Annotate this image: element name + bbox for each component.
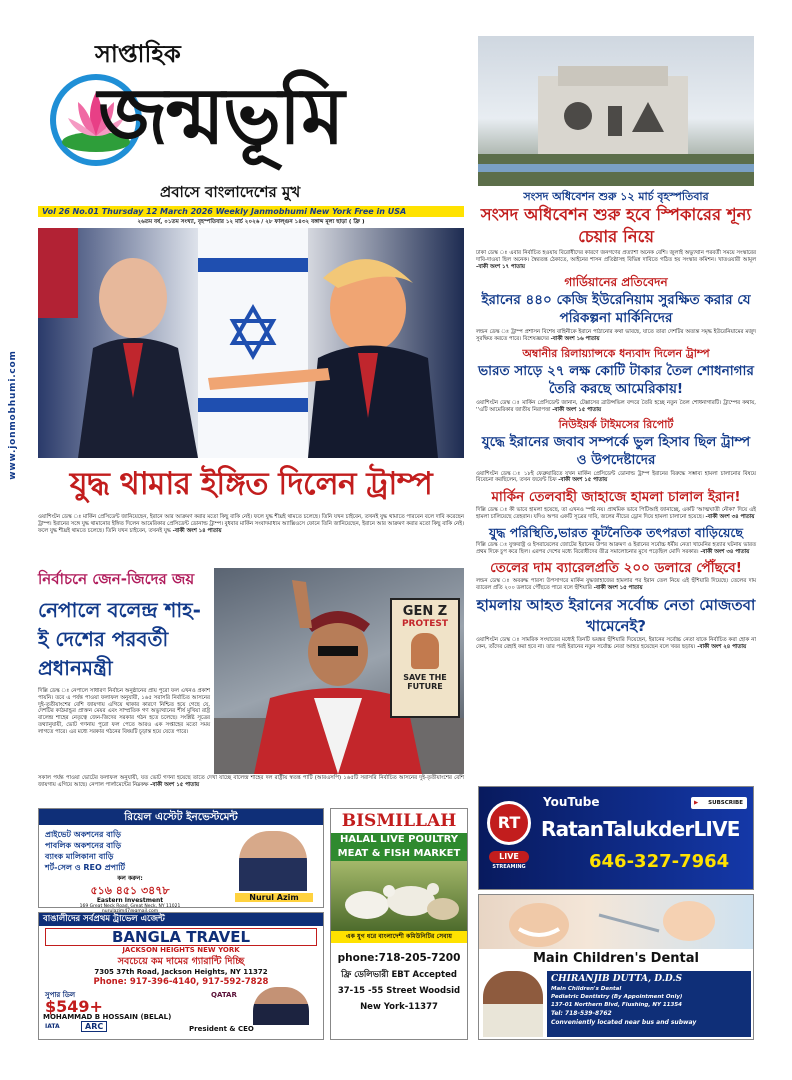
bismillah-line2: MEAT & FISH MARKET: [337, 848, 461, 859]
s8-body: [476, 637, 756, 651]
lead-body-text: ওয়াশিংটন ডেস্ক ঃ মার্কিন প্রেসিডেন্ট জানিয়েছেন, ইরানে আর আক্রমণ করার মতো কিছু বাকি নেই। ফলে যুদ্ধ শীঘ্রই থামতে চলেছে। তিনি যখন চাইবেন, তখনই যুদ্ধ থামাতে পারবেন বলে দাবি করেছেন ট্রাম্প। ইরানের সঙ্গে যুদ্ধ থামানোর ইঙ্গিত দিলেন আমেরিকার প্রেসিডেন্ট ডোনাল্ড ট্রাম্প। বুধবার মার্কিন সংবাদমাধ্যম অ্যাক্সিওসে ফোনে তিনি জানিয়েছেন, ইরানে আর আক্রমণ করার মতো কিছু বাকি নেই। ফলে যুদ্ধ শীঘ্রই থামতে চলেছে। তিনি যখন চাইবেন, তখনই যুদ্ধ: [38, 514, 464, 534]
s3-headline[interactable]: ভারত সাড়ে ২৭ লক্ষ কোটি টাকার তৈল শোধনাগার তৈরি করছে আমেরিকায়!: [478, 362, 754, 397]
sign-line4: FUTURE: [407, 682, 443, 691]
realestate-person-photo: [239, 831, 307, 891]
realestate-title: রিয়েল এস্টেট ইনভেস্টমেন্ট: [39, 809, 323, 825]
nepal-headline-line3: প্রধানমন্ত্রী: [38, 656, 113, 680]
s7-body-text: লন্ডন ডেস্ক ঃ অবরুদ্ধ পারস্য উপসাগরে মার্কিন যুদ্ধজাহাজের হামলার পর ইরান তেল নিয়ে এই হুঁশিয়ারি দিয়েছে। তেলের দাম ব্যারেল প্রতি ২০০ ডলারে পৌঁছতে পারে বলে হুঁশিয়ারি: [476, 578, 756, 592]
lead-body: [38, 514, 464, 534]
subscribe-button[interactable]: [691, 797, 747, 809]
s3-more[interactable]: -বাকী অংশ ১৫ পাতায়: [552, 406, 602, 413]
travel-sub: JACKSON HEIGHTS NEW YORK: [122, 946, 240, 954]
realestate-item3: ব্যাংক মালিকানা বাড়ি: [45, 852, 114, 861]
lead-more[interactable]: -বাকী অংশ ১৪ পাতায়: [172, 527, 222, 534]
s8-more[interactable]: -বাকী অংশ ২৪ পাতায়: [697, 643, 747, 650]
travel-arc: ARC: [81, 1021, 107, 1032]
ad-bangla-travel[interactable]: [38, 912, 324, 1040]
s2-more[interactable]: -বাকী অংশ ১৬ পাতায়: [550, 336, 600, 343]
live-label: LIVE: [489, 851, 529, 863]
dental-doctor: CHIRANJIB DUTTA, D.D.S: [551, 974, 682, 984]
s5-body: [476, 507, 756, 521]
s7-body: [476, 578, 756, 592]
nepal-headline[interactable]: [38, 596, 208, 683]
travel-price: $549+: [45, 997, 103, 1016]
ad-main-childrens-dental[interactable]: [478, 894, 754, 1040]
youtube-logo: YouTube: [543, 795, 600, 809]
realestate-person-name: Nurul Azim: [235, 893, 313, 902]
bismillah-address2: New York-11377: [360, 1002, 438, 1012]
subscribe-icon: ▶: [694, 800, 699, 806]
s1-headline[interactable]: সংসদ অধিবেশন শুরু হবে স্পিকারের শূন্য চেয়ার নিয়ে: [480, 205, 752, 246]
dental-photo: [479, 895, 753, 949]
s2-body: [476, 329, 756, 343]
travel-owner: MOHAMMAD B HOSSAIN (BELAL): [43, 1013, 172, 1021]
ad-ratan-talukder-live[interactable]: [478, 786, 754, 890]
s4-body-text: ওয়াশিংটন ডেস্ক ঃ ১৮ই ফেব্রুয়ারিতে যখন মার্কিন প্রেসিডেন্ট ডোনাল্ড ট্রাম্প ইরানের বিরুদ্ধে সম্ভাব্য হামলা চালানোর বিষয়ে বিবেচনা করছিলেন, তখন জয়েন্ট চিফ: [476, 470, 756, 484]
realestate-item2: পাবলিক অকশনের বাড়ি: [45, 841, 122, 850]
dateline-en: Vol 26 No.01 Thursday 12 March 2026 Weekly Janmobhumi New York Free in USA: [42, 207, 407, 216]
subscribe-label: SUBSCRIBE: [708, 800, 743, 806]
s1-more[interactable]: -বাকী অংশ ১৭ পাতায়: [476, 263, 525, 270]
dental-note: Conveniently located near bus and subway: [551, 1019, 697, 1026]
s6-more[interactable]: -বাকী অংশ ৩৪ পাতায়: [700, 548, 750, 555]
nepal-more[interactable]: -বাকী অংশ ১৫ পাতায়: [150, 781, 200, 788]
genz-protest-sign: [390, 598, 460, 718]
s4-body: [476, 471, 756, 485]
s1-kicker: সংসদ অধিবেশন শুরু ১২ মার্চ বৃহস্পতিবার: [523, 190, 709, 203]
travel-airline: QATAR: [211, 991, 237, 999]
s5-headline[interactable]: মার্কিন তেলবাহী জাহাজে হামলা চালাল ইরান!: [491, 489, 741, 506]
sign-figure: [411, 633, 439, 669]
ad-real-estate[interactable]: [38, 808, 324, 908]
s3-body-text: ওয়াশিংটন ডেস্ক ঃ মার্কিন প্রেসিডেন্ট জানান, টেক্সাসের ব্রাউন্সভিল বন্দরে তৈরি হচ্ছে নতুন তৈল শোধনাগারটি। ট্রাম্পের কথায়, ''এটি আমেরিকার জাতীয় নিরাপত্তা: [476, 399, 756, 413]
masthead-tagline: প্রবাসে বাংলাদেশের মুখ: [160, 183, 301, 201]
s4-headline[interactable]: যুদ্ধে ইরানের জবাব সম্পর্কে ভুল হিসাব ছিল ট্রাম্প ও উপদেষ্টাদের: [481, 433, 751, 468]
realestate-list: [45, 829, 215, 914]
bismillah-photo: [331, 861, 467, 931]
rt-logo-text: RT: [497, 813, 521, 832]
dental-line3: 137-01 Northern Blvd, Flushing, NY 11354: [551, 1002, 682, 1008]
bismillah-line1: HALAL LIVE POULTRY: [339, 834, 459, 845]
youtube-channel: RatanTalukderLIVE: [541, 817, 740, 841]
bismillah-address1: 37-15 -55 Street Woodsid: [337, 986, 461, 996]
bismillah-phone: phone:718-205-7200: [337, 952, 461, 964]
realestate-item4: শর্ট-সেল ও REO প্রপার্টি: [45, 863, 125, 872]
realestate-item1: প্রাইভেট অকশনের বাড়ি: [45, 830, 121, 839]
sign-line3: SAVE THE: [403, 673, 447, 682]
lead-photo-netanyahu-trump: [38, 228, 464, 458]
nepal-kicker: নির্বাচনে জেন-জিদের জয়: [38, 570, 195, 588]
travel-iata: IATA: [45, 1023, 60, 1030]
s5-body-text: দিল্লি ডেস্ক ঃ কী ভাবে হামলা হয়েছে, তা এখনও স্পষ্ট নয়। প্রাথমিক ভাবে পিটিআই জানাচ্ছে, একটি 'আত্মঘাতী নৌকা' দিয়ে এই হামলা চালিয়েছে তেহরান। যদিও অপর একটি সূত্রের দাবি, জলের নীচের ড্রোন দিয়ে হামলা চালানো হয়েছে।: [476, 507, 756, 520]
s3-body: [476, 400, 756, 414]
s4-kicker: নিউইয়র্ক টাইমসের রিপোর্ট: [558, 417, 674, 431]
realestate-contact-label: কল করুন:: [117, 875, 143, 882]
dental-info: [547, 971, 751, 1037]
s5-more[interactable]: -বাকী অংশ ৩৪ পাতায়: [705, 513, 755, 520]
dental-doctor-photo: [483, 971, 543, 1037]
nepal-body: দিল্লি ডেস্ক ঃ নেপালে সাধারণ নির্বাচন অনুষ্ঠানের প্রায় পুরো ফল এখনও প্রকাশ পায়নি। তবে এ পর্যন্ত পাওয়া ফলাফল অনুযায়ী, ১৬৫ সরাসরি নির্বাচিত আসনের দুই-তৃতীয়াংশের বেশি জায়গায় এগিয়ে থাকার কারণে নিশ্চিত হয়ে গেছে যে, দেশটির কাঠমান্ডুর প্রাক্তন মেয়র এবং সাম্প্রতিক গণ অভ্যুত্থানের শীর্ষ মুখিয়া রাষ্ট্র বালেন্দ্র শাহের নেতৃত্বে জেন-জিদের সরকার গঠন হতে চলেছে। সংশ্লিষ্ট সূত্রের তথ্যানুযায়ী, ভোট গণনায় পুরো ফল পেতে আরও এক সপ্তাহের মতো সময় লাগতে পারে। এর মধ্যে সরকার গঠনের বিষয়টি চূড়ান্ত হয়ে যেতে পারে।: [38, 688, 210, 735]
dental-line2: Pediatric Dentistry (By Appointment Only): [551, 994, 683, 1000]
realestate-address: 169 Great Neck Road, Great Neck, NY 11021: [79, 904, 181, 909]
dateline-strip: [38, 206, 464, 217]
s7-headline[interactable]: তেলের দাম ব্যারেলপ্রতি ২০০ ডলারে পৌঁছবে!: [490, 560, 742, 577]
nepal-body2: [38, 775, 464, 789]
dental-title: Main Children's Dental: [533, 951, 699, 966]
travel-address: 7305 37th Road, Jackson Heights, NY 11372: [94, 968, 268, 976]
travel-owner-title: President & CEO: [189, 1025, 254, 1033]
travel-slogan: সবচেয়ে কম দামের গ্যারান্টি দিচ্ছি: [117, 956, 245, 967]
right-column: [476, 190, 756, 651]
parliament-photo: [478, 36, 754, 186]
s8-headline[interactable]: হামলায় আহত ইরানের সর্বোচ্চ নেতা মোজতবা খামেনেই?: [476, 595, 756, 635]
bismillah-banner: [331, 833, 467, 861]
masthead: [40, 36, 460, 204]
dateline-bn: ২৬তম বর্ষ, ০১তম সংখ্যা, বৃহস্পতিবার ১২ মার্চ ২০২৬ / ২৮ ফাল্গুন ১৪৩২ বঙ্গাব্দ মূল্য ছাড়া ( ফ্রি ): [137, 219, 365, 225]
rt-logo: [487, 801, 531, 845]
s6-headline[interactable]: যুদ্ধ পরিস্থিতি,ভারত কূটনৈতিক তৎপরতা বাড়িয়েছে: [489, 524, 743, 540]
website-vertical[interactable]: www.jonmobhumi.com: [8, 350, 18, 480]
bismillah-title: BISMILLAH: [341, 811, 457, 831]
dental-line1: Main Children's Dental: [551, 986, 622, 992]
nepal-headline-line2: ই দেশের পরবর্তী: [38, 627, 169, 651]
dental-phone: Tel: 718-539-8762: [551, 1010, 612, 1017]
nepal-photo-balendra: [214, 568, 464, 774]
bismillah-delivery: ফ্রি ডেলিভারী EBT Accepted: [341, 970, 457, 980]
youtube-phone: 646-327-7964: [589, 851, 730, 872]
ad-bismillah[interactable]: [330, 808, 468, 1040]
s1-body: [476, 250, 756, 270]
bismillah-tag: এক যুগ ধরে বাংলাদেশী কমিউনিটির সেবায়: [331, 931, 467, 943]
travel-offer-label: সুপার ডিল: [45, 991, 76, 999]
s3-kicker: অম্বানীর রিলায়্যান্সকে ধন্যবাদ দিলেন ট্রাম্প: [522, 346, 710, 360]
s1-body-text: ঢাকা ডেস্ক ঃ এবার নির্বাচিত হওয়ায় বিরোধীদের কারণে জনগণের প্রত্যাশা অনেক বেশি। জুলাই অভ্যুত্থান পরবর্তী সময়ে সংস্কারের দাবি-দাওয়া ছিল অনেক। স্বৈরতন্ত্র ঠেকাতে, আইনের শাসন প্রতিষ্ঠাসহ বিভিন্ন দাবিতে গঠিত হয় সংস্কার কমিশন। খাতওয়ারী আমূল: [476, 250, 756, 263]
nepal-body2-text: সকাল পর্যন্ত পাওয়া ভোটের ফলাফল অনুযায়ী, যত ভোট গণনা হয়েছে তাতে দেখা যাচ্ছে বালেন্দ্র শাহের দল রাষ্ট্রীয় স্বতন্ত্র পার্টি (আরএসপি) ১৬৫টি সরাসরি নির্বাচিত আসনের দুই-তৃতীয়াংশের বেশি জায়গায় এগিয়ে আছে। নেপাল পার্লামেন্টের নিম্নকক্ষ: [38, 775, 464, 788]
s2-body-text: লন্ডন ডেস্ক ঃ ট্রাম্প প্রশাসন বিশেষ বাহিনীকে ইরানে পাঠানোর কথা ভাবছে, যাতে তারা দেশটির অত্যন্ত সমৃদ্ধ ইউরেনিয়ামের মজুদ সুরক্ষিত করতে পারে। বিশেষজ্ঞদের: [476, 329, 756, 343]
travel-phones: Phone: 917-396-4140, 917-592-7828: [93, 977, 269, 987]
s8-body-text: ওয়াশিংটন ডেস্ক ঃ সামরিক সংঘাতের মধ্যেই তিনটি ভয়ঙ্কর হুঁশিয়ারি দিয়েছেন, ইরানের সর্বোচ্চ নেতা যাকে নির্বাচিত করা হোক না কেন, তাঁদের রেহাই করা হবে না। তার পরই ইরানের নতুন সর্বোচ্চ নেতা আহত হয়েছেন বলে খবর ছড়ায়।: [476, 636, 756, 650]
travel-name: BANGLA TRAVEL: [45, 928, 317, 946]
s2-headline[interactable]: ইরানের ৪৪০ কেজি ইউরেনিয়াম সুরক্ষিত করার যে পরিকল্পনা মার্কিনিদের: [481, 292, 751, 327]
sign-line1: GEN Z: [402, 604, 448, 619]
realestate-company: Eastern Investment: [96, 897, 164, 904]
realestate-phone: ৫১৬ ৪৫১ ৩৪৭৮: [90, 884, 170, 897]
lead-headline[interactable]: যুদ্ধ থামার ইঙ্গিত দিলেন ট্রাম্প: [69, 466, 433, 502]
live-badge: [489, 851, 529, 871]
s4-more[interactable]: -বাকী অংশ ১৫ পাতায়: [558, 477, 608, 484]
travel-owner-photo: [253, 987, 309, 1025]
nepal-headline-line1: নেপালে বলেন্দ্র শাহ-: [38, 598, 201, 622]
streaming-label: STREAMING: [492, 864, 526, 870]
masthead-saptahik: সাপ্তাহিক: [95, 40, 181, 68]
s2-kicker: গার্ডিয়ানের প্রতিবেদন: [564, 275, 668, 290]
sign-line2: PROTEST: [401, 619, 449, 629]
s6-body-text: দিল্লি ডেস্ক ঃ যুক্তরাষ্ট্র ও ইসরায়েলের জোটের ইরানের উপর আক্রমণ ও ইরানের সর্বোচ্চ ধর্মীয় নেতা খামেনির হত্যার ঘটনায় ভারত প্রথম দিকে চুপ করে ছিল। এরপর দেশের মধ্যে বিরোধীদের তীব্র সমালোচনার মুখে পড়েছিল মোদি সরকার।: [476, 541, 756, 555]
travel-kicker: বাঙালীদের সর্বপ্রথম ট্রাভেল এজেন্ট: [39, 913, 323, 926]
masthead-title: জন্মভূমি: [98, 71, 343, 162]
s6-body: [476, 542, 756, 556]
s7-more[interactable]: -বাকী অংশ ১৫ পাতায়: [593, 585, 643, 592]
